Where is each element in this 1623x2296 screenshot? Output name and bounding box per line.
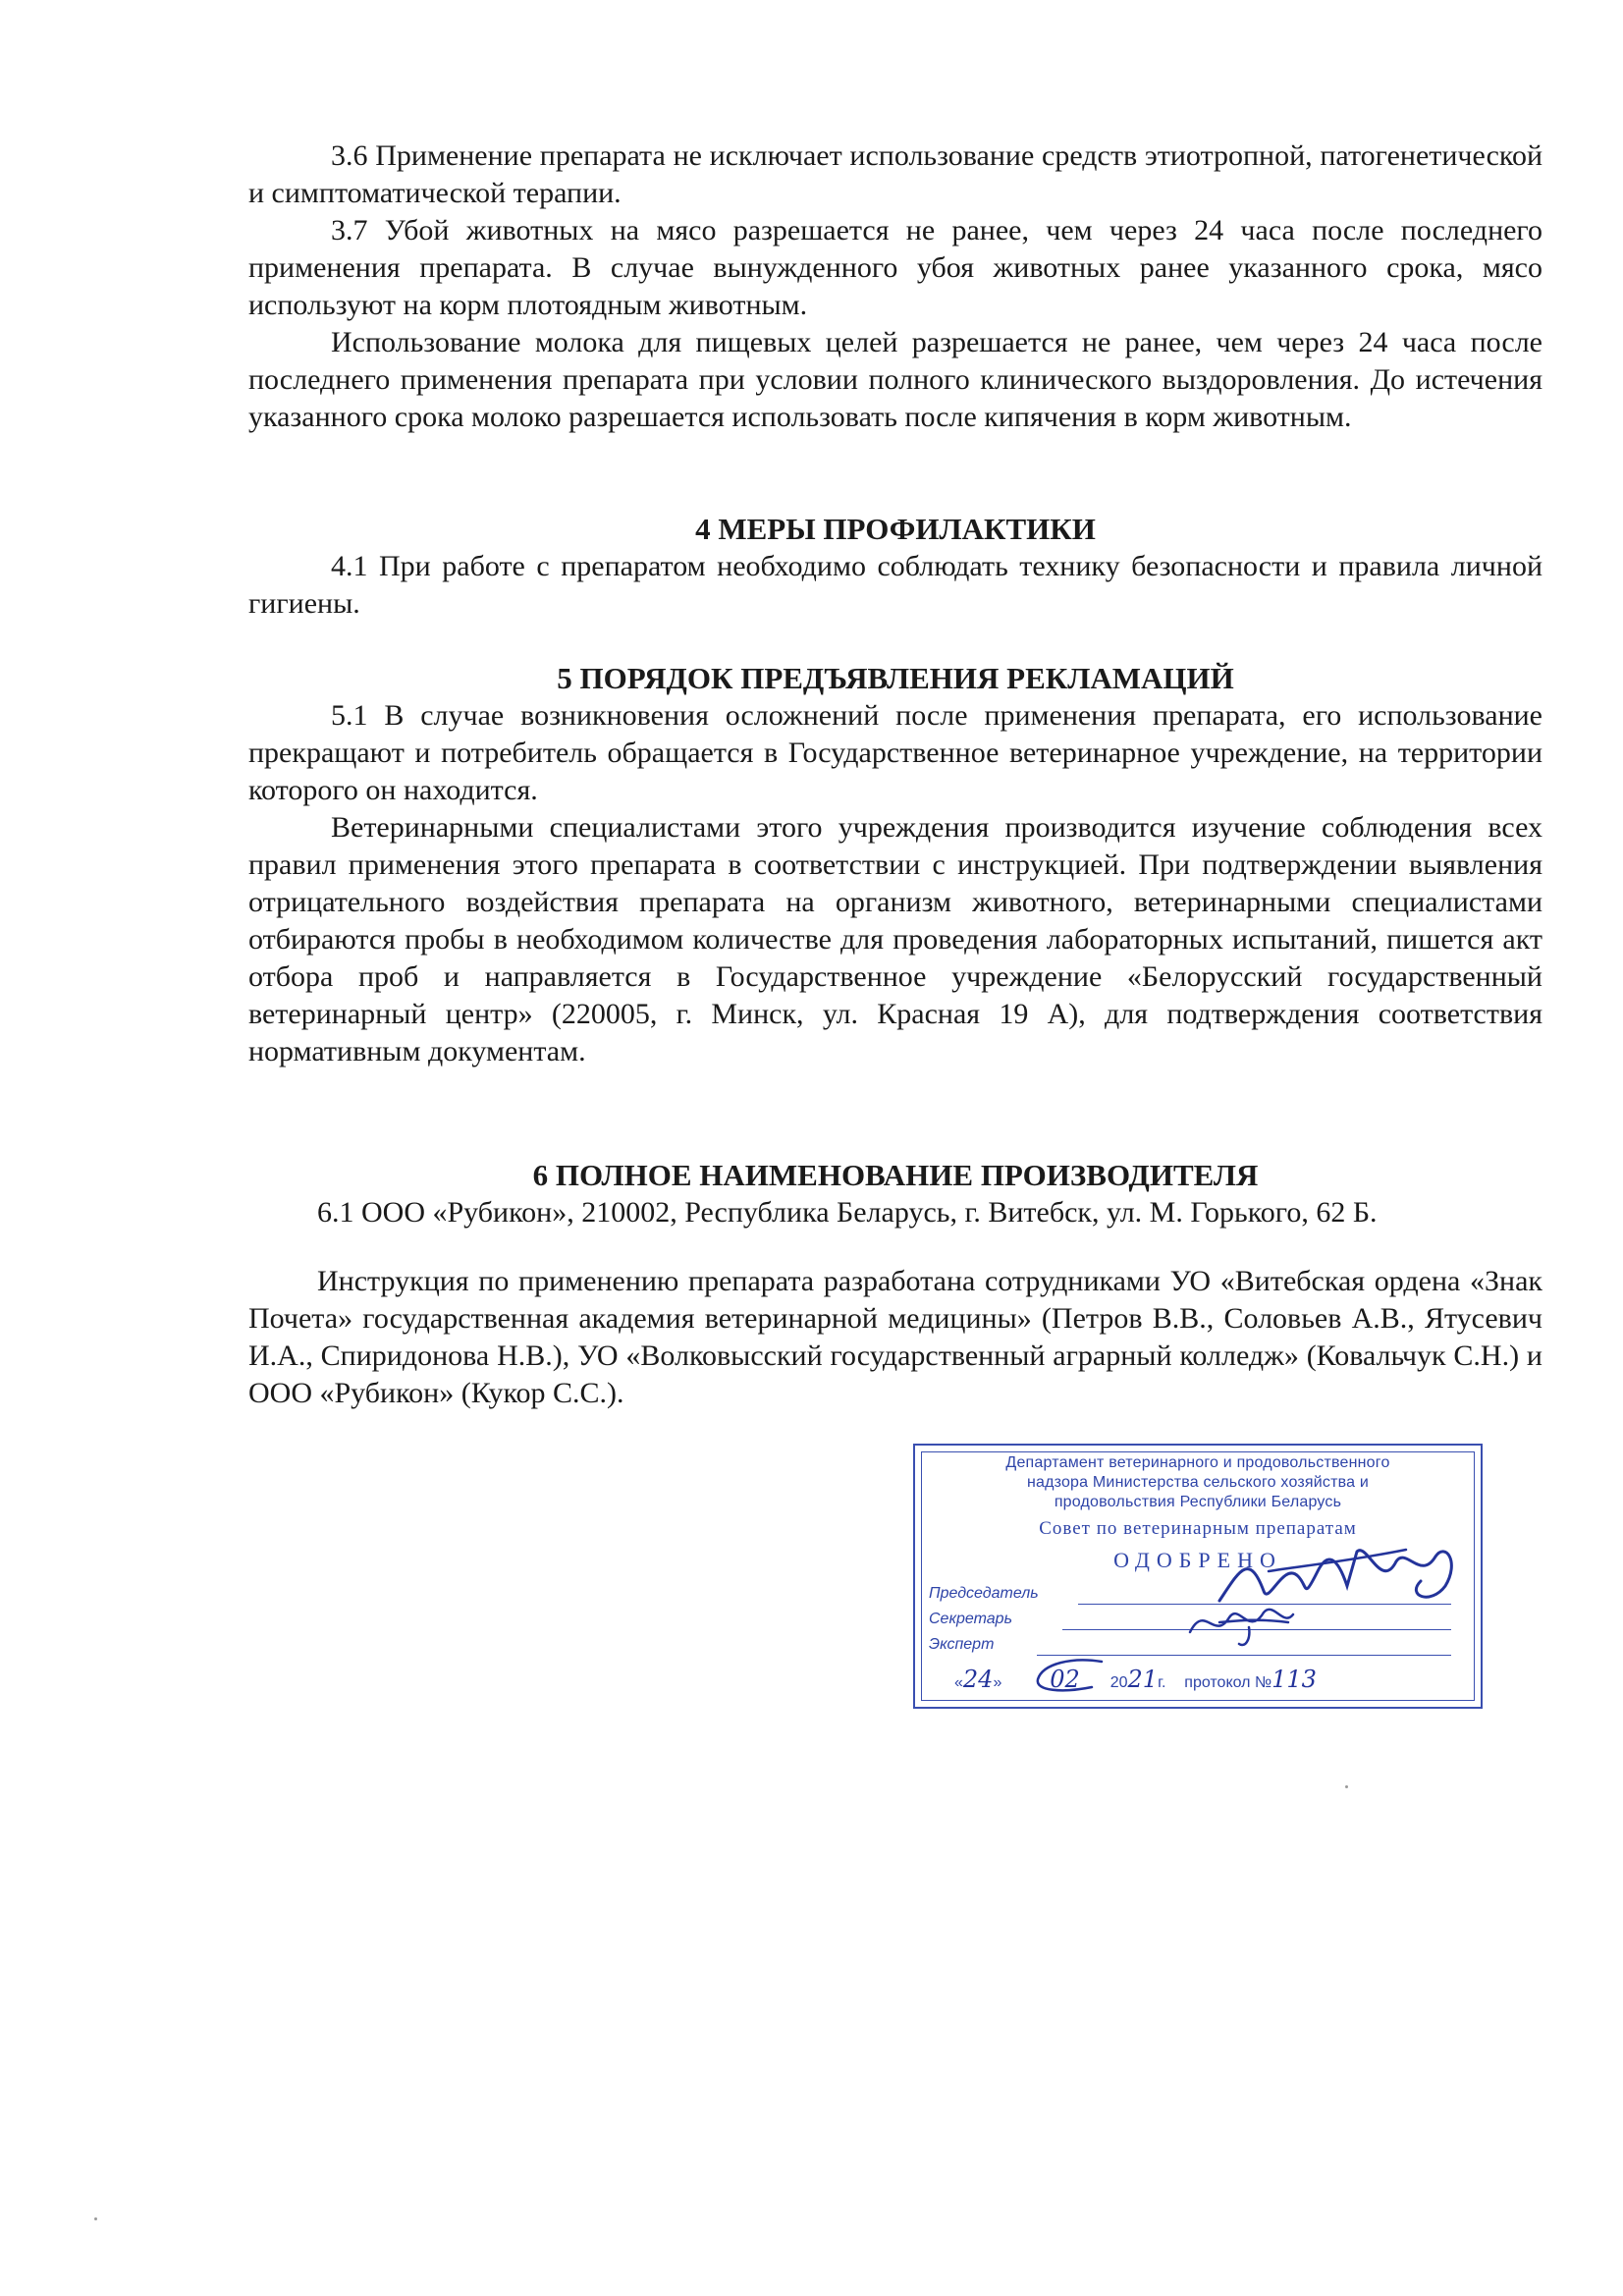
- date-day: 24: [962, 1666, 994, 1693]
- stamp-council: Совет по ветеринарным препаратам: [1039, 1518, 1357, 1539]
- stamp-department: [915, 1453, 1481, 1512]
- stamp-date-row: [954, 1666, 1317, 1693]
- date-open-quote: «: [954, 1674, 963, 1691]
- paragraph-milk-usage: Использование молока для пищевых целей разрешается не ранее, чем через 24 часа после последнего применения препарата при условии полного клинического выздоровления. До истечения указанного срока молоко разрешается использовать после кипячения в корм животным.: [248, 326, 1542, 433]
- protocol-number: 113: [1271, 1666, 1317, 1693]
- date-year-prefix: 20: [1109, 1674, 1128, 1691]
- section-5: [248, 660, 1542, 1070]
- credits-paragraph: Инструкция по применению препарата разработана сотрудниками УО «Витебская ордена «Знак Почета» государственная академия ветеринарной медицины» (Петров В.В., Соловьев А.В., Ятусевич И.А., Спиридонова Н.В.), УО «Волковысский государственный аграрный колледж» (Ковальчук С.Н.) и ООО «Рубикон» (Кукор С.С.).: [248, 1265, 1542, 1409]
- stamp-chair-row: [929, 1585, 1039, 1603]
- stamp-dept-line: Департамент ветеринарного и продовольственного: [1005, 1454, 1390, 1471]
- paragraph-6-1: 6.1 ООО «Рубикон», 210002, Республика Беларусь, г. Витебск, ул. М. Горького, 62 Б.: [317, 1196, 1378, 1229]
- stamp-secretary-row: [929, 1611, 1012, 1628]
- paragraph-5-1: 5.1 В случае возникновения осложнений после применения препарата, его использование прекращают и потребитель обращается в Государственное ветеринарное учреждение, на территории которого он находится.: [248, 699, 1542, 806]
- stamp-dept-line: надзора Министерства сельского хозяйства и: [1026, 1474, 1370, 1491]
- approval-stamp: [913, 1444, 1483, 1709]
- paragraph-3-7: 3.7 Убой животных на мясо разрешается не ранее, чем через 24 часа после последнего применения препарата. В случае вынужденного убоя животных ранее указанного срока, мясо используют на корм плотоядным животным.: [248, 214, 1542, 321]
- paragraph-3-6: 3.6 Применение препарата не исключает использование средств этиотропной, патогенетической и симптоматической терапии.: [248, 139, 1542, 209]
- section-5-heading: 5 ПОРЯДОК ПРЕДЪЯВЛЕНИЯ РЕКЛАМАЦИЙ: [557, 661, 1234, 695]
- stamp-chair-line: [1078, 1604, 1451, 1605]
- stamp-expert-row: [929, 1636, 994, 1654]
- date-year-unit: г.: [1158, 1674, 1166, 1691]
- credits-block: [248, 1263, 1542, 1412]
- stamp-expert-line: [1037, 1655, 1451, 1656]
- date-close-quote: »: [993, 1674, 1002, 1691]
- paragraph-4-1: 4.1 При работе с препаратом необходимо соблюдать технику безопасности и правила личной гигиены.: [248, 550, 1542, 620]
- stamp-approved: ОДОБРЕНО: [1113, 1548, 1282, 1572]
- date-month: 02: [1050, 1666, 1080, 1693]
- paragraph-vet-procedure: Ветеринарными специалистами этого учреждения производится изучение соблюдения всех правил применения этого препарата в соответствии с инструкцией. При подтверждении выявления отрицательного воздействия препарата на организм животного, ветеринарными специалистами отбираются пробы в необходимом количестве для проведения лабораторных испытаний, пишется акт отбора проб и направляется в Государственное учреждение «Белорусский государственный ветеринарный центр» (220005, г. Минск, ул. Красная 19 А), для подтверждения соответствия нормативным документам.: [248, 811, 1542, 1067]
- section-6-heading: 6 ПОЛНОЕ НАИМЕНОВАНИЕ ПРОИЗВОДИТЕЛЯ: [532, 1158, 1259, 1192]
- stamp-expert-label: Эксперт: [929, 1636, 995, 1653]
- section-4-heading: 4 МЕРЫ ПРОФИЛАКТИКИ: [695, 512, 1096, 546]
- stamp-chair-label: Председатель: [929, 1585, 1039, 1602]
- stamp-secretary-label: Секретарь: [929, 1611, 1012, 1627]
- stamp-dept-line: продовольствия Республики Беларусь: [1054, 1494, 1342, 1510]
- stamp-secretary-line: [1062, 1629, 1451, 1630]
- date-year-suffix: 21: [1127, 1666, 1159, 1693]
- section-3-continuation: [248, 137, 1542, 436]
- section-4: [248, 511, 1542, 623]
- protocol-label: протокол №: [1184, 1674, 1272, 1691]
- scan-speck: [94, 2217, 97, 2220]
- section-6: [248, 1157, 1542, 1231]
- scan-speck: [1345, 1785, 1348, 1788]
